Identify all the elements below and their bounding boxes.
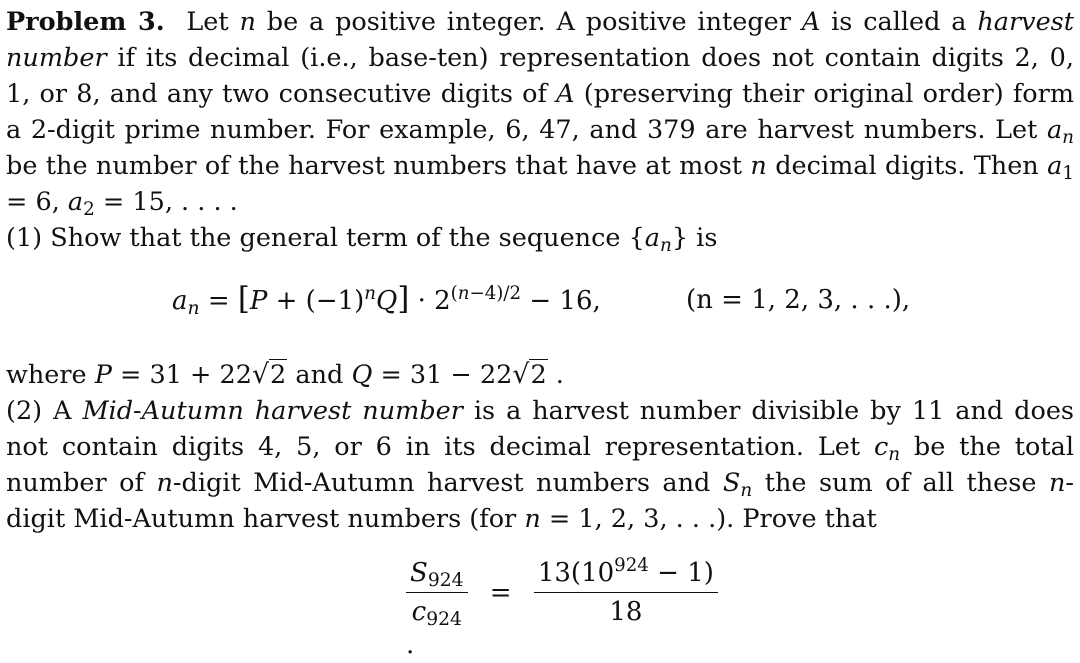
- part1-statement: (1) Show that the general term of the sequence $\{a_n\}$ is: [6, 223, 718, 257]
- part1-formula: [6, 282, 1074, 334]
- part2-block: [6, 357, 1074, 537]
- final-period: .: [406, 630, 415, 660]
- rhs-fraction: [534, 555, 718, 627]
- general-term-formula: $a_n = [P + (-1)^nQ] \cdot 2^{(n-4)/2} - 16$,: [172, 282, 601, 320]
- lhs-denominator: $c_{924}$: [406, 592, 468, 627]
- where-clause: where P = 31 + 22√2 and Q = 31 − 22√2 .: [6, 359, 564, 390]
- index-condition: (n = 1, 2, 3, . . .),: [686, 285, 911, 315]
- problem-page: [6, 0, 1075, 660]
- part1-statement-block: [6, 220, 1074, 256]
- rhs-denominator: 18: [534, 592, 718, 627]
- lhs-numerator: $S_{924}$: [410, 558, 464, 592]
- problem-intro: Problem 3. Let n be a positive integer. A positive integer A is called a harvest number if its decimal (i.e., base-ten) representation does not contain digits 2, 0, 1, or 8, and any two consecutive digits of A (preserving their original order) form a 2-digit prime number. For example, 6, 47, and 379 are harvest numbers. Let $a_n$ be the number of the harvest numbers that have at most n decimal digits. Then $a_1 = 6$, $a_2 = 15$, . . . .: [6, 7, 1075, 221]
- part2-statement: (2) A Mid-Autumn harvest number is a harvest number divisible by 11 and does not contain digits 4, 5, or 6 in its decimal representation. Let $c_n$ be the total number of n-digit Mid-Autumn harvest numbers and $S_n$ the sum of all these n-digit Mid-Autumn harvest numbers (for n = 1, 2, 3, . . .). Prove that: [6, 396, 1075, 534]
- problem-title: Problem 3.: [6, 7, 165, 37]
- problem-intro-block: [6, 4, 1074, 220]
- equals-sign: =: [489, 577, 512, 608]
- part2-formula: [406, 555, 726, 660]
- rhs-numerator: $13(10^{924} - 1)$: [537, 555, 714, 588]
- lhs-fraction: [406, 558, 468, 631]
